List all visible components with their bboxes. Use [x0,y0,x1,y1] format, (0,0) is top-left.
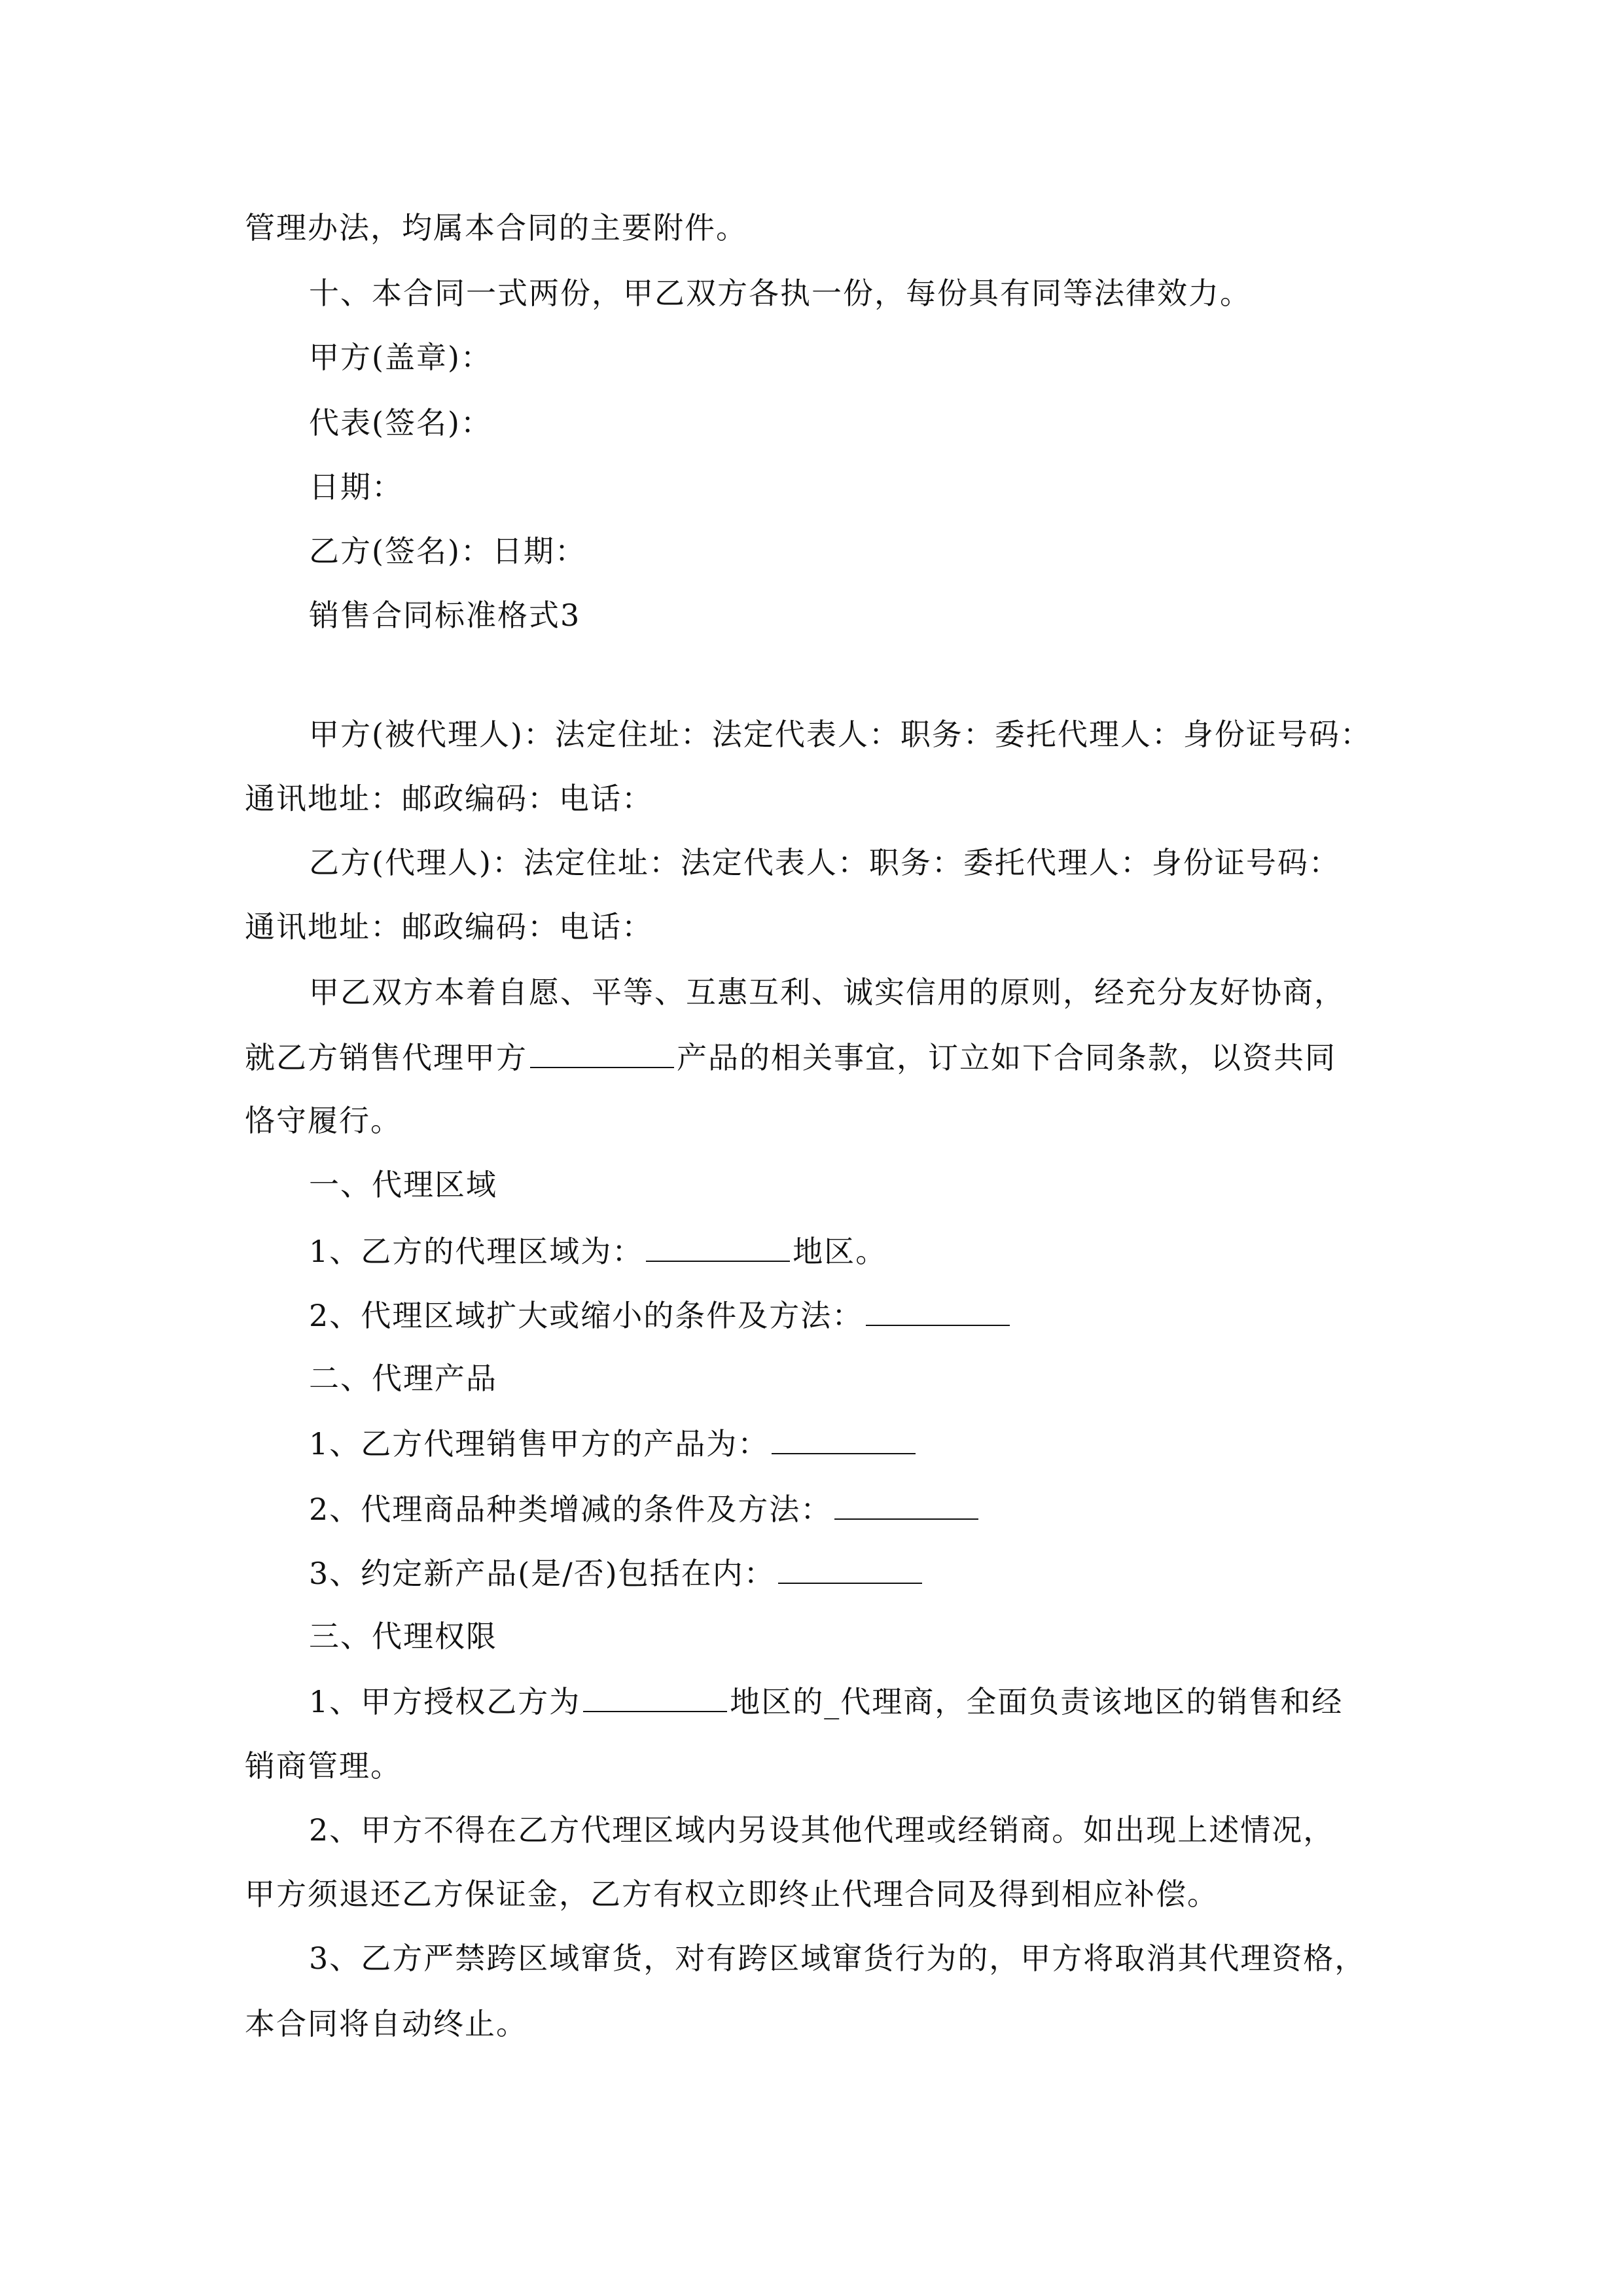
area-blank [646,1230,790,1262]
heading-agency-area: 一、代理区域 [309,1167,497,1202]
party-a-seal-label: 甲方(盖章)： [309,340,492,375]
section-title: 销售合同标准格式3 [309,598,581,633]
clause-item: 1、甲方授权乙方为 地区的_代理商，全面负责该地区的销售和经 [309,1681,1343,1721]
heading-agency-authority: 三、代理权限 [309,1619,497,1654]
preamble-line: 恪守履行。 [245,1103,402,1138]
authority-area-blank [583,1681,727,1712]
area-change-blank [866,1295,1010,1326]
party-a-info: 甲方(被代理人)：法定住址：法定代表人：职务：委托代理人：身份证号码： [309,717,1372,752]
clause-item: 2、代理区域扩大或缩小的条件及方法： [309,1295,1012,1335]
clause-item: 2、代理商品种类增减的条件及方法： [309,1488,981,1529]
product-change-blank [834,1488,978,1520]
clause-item-cont: 本合同将自动终止。 [245,2006,527,2041]
party-b-contact: 通讯地址：邮政编码：电话： [245,909,653,944]
party-b-sign-label: 乙方(签名)：日期： [309,533,586,569]
preamble-line: 就乙方销售代理甲方 产品的相关事宜，订立如下合同条款，以资共同 [245,1037,1336,1077]
products-blank [772,1423,916,1454]
clause-item: 1、乙方的代理区域为： 地区。 [309,1230,887,1271]
clause-10: 十、本合同一式两份，甲乙双方各执一份，每份具有同等法律效力。 [309,276,1251,311]
clause-item: 1、乙方代理销售甲方的产品为： [309,1423,918,1463]
paragraph-line: 管理办法，均属本合同的主要附件。 [245,210,747,245]
clause-item-cont: 甲方须退还乙方保证金，乙方有权立即终止代理合同及得到相应补偿。 [245,1876,1219,1912]
clause-item: 3、约定新产品(是/否)包括在内： [309,1552,925,1593]
clause-item: 2、甲方不得在乙方代理区域内另设其他代理或经销商。如出现上述情况， [309,1812,1335,1848]
preamble-line: 甲乙双方本着自愿、平等、互惠互利、诚实信用的原则，经充分友好协商， [309,975,1346,1010]
clause-item: 3、乙方严禁跨区域窜货，对有跨区域窜货行为的，甲方将取消其代理资格， [309,1941,1366,1976]
party-a-contact: 通讯地址：邮政编码：电话： [245,781,653,816]
representative-sign-label: 代表(签名)： [309,405,492,440]
party-b-info: 乙方(代理人)：法定住址：法定代表人：职务：委托代理人：身份证号码： [309,845,1340,880]
product-blank [530,1037,674,1068]
new-product-blank [778,1552,922,1584]
clause-item-cont: 销商管理。 [245,1748,402,1784]
heading-agency-products: 二、代理产品 [309,1361,497,1396]
date-label: 日期： [309,469,403,505]
